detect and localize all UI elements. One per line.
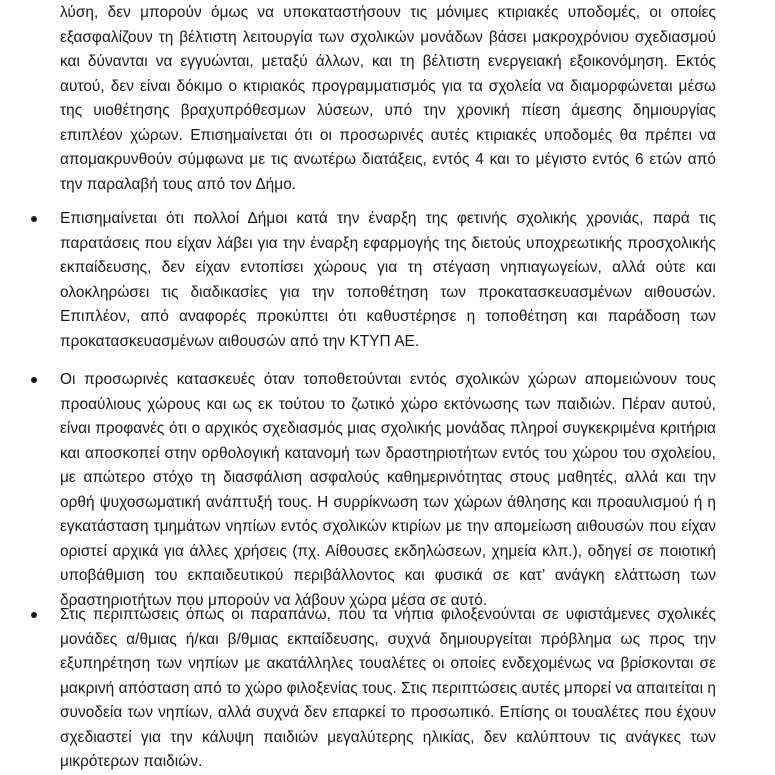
- bullet-icon: [31, 377, 37, 383]
- bullet-icon: [31, 612, 37, 618]
- bullet-text: Οι προσωρινές κατασκευές όταν τοποθετούνται εντός σχολικών χώρων απομειώνουν τους προαύλιους χώρους και ως εκ τούτου το ζωτικό χώρο εκτόνωσης των παιδιών. Πέραν αυτού, είναι προφανές ότι ο αρχικός σχεδιασμός μιας σχολικής μονάδας πληροί συγκεκριμένα κριτήρια και αποσκοπεί στην ορθολογική κατανομή των δραστηριοτήτων εντός του χώρου του σχολείου, με απώτερο στόχο τη διασφάλιση ασφαλούς καθημερινότητας στους μαθητές, αλλά και την ορθή ψυχοσωματική ανάπτυξή τους. Η συρρίκνωση των χώρων άθλησης και προαυλισμού ή η εγκατάσταση τμημάτων νηπίων εντός σχολικών κτιρίων με την απομείωση αιθουσών που είχαν οριστεί αρχικά για άλλες χρήσεις (πχ. Αίθουσες εκδηλώσεων, χημεία κλπ.), οδηγεί σε ποιοτική υποβάθμιση του εκπαιδευτικού περιβάλλοντος και φυσικά σε κατ’ ανάγκη ελάττωση των δραστηριοτήτων που μπορούν να λάβουν χώρα μέσα σε αυτό.: [60, 371, 716, 609]
- bullet-text: Επισημαίνεται ότι πολλοί Δήμοι κατά την έναρξη της φετινής σχολικής χρονιάς, παρά τις παρατάσεις που είχαν λάβει για την έναρξη εφαρμογής της διετούς υποχρεωτικής προσχολικής εκπαίδευσης, δεν είχαν εντοπίσει χώρους για τη στέγαση νηπιαγωγείων, αλλά ούτε και ολοκληρώσει τις διαδικασίες για την τοποθέτηση των προκατασκευασμένων αιθουσών. Επιπλέον, από αναφορές προκύπτει ότι καθυστέρησε η τοποθέτηση και παράδοση των προκατασκευασμένων αιθουσών από την ΚΤΥΠ ΑΕ.: [60, 210, 716, 350]
- intro-paragraph: λύση, δεν μπορούν όμως να υποκαταστήσουν τις μόνιμες κτιριακές υποδομές, οι οποίες εξασφαλίζουν τη βέλτιστη λειτουργία των σχολικών μονάδων βάσει μακροχρόνιου σχεδιασμού και δύνανται να εγγυώνται, μεταξύ άλλων, και τη βέλτιστη ενεργειακή εξοικονόμηση. Εκτός αυτού, δεν είναι δόκιμο ο κτιριακός προγραμματισμός για τα σχολεία να διαμορφώνεται μέσω της υιοθέτησης βραχυπρόθεσμων λύσεων, υπό την χρονική πίεση άμεσης δημιουργίας επιπλέον χώρων. Επισημαίνεται ότι οι προσωρινές αυτές κτιριακές υποδομές θα πρέπει να απομακρυνθούν σύμφωνα με τις ανωτέρω διατάξεις, εντός 4 και το μέγιστο εντός 6 ετών από την παραλαβή τους από τον Δήμο.: [60, 4, 716, 193]
- bullet-icon: [31, 216, 37, 222]
- bullet-text: Στις περιπτώσεις όπως οι παραπάνω, που τα νήπια φιλοξενούνται σε υφιστάμενες σχολικές μονάδες α/θμιας ή/και β/θμιας εκπαίδευσης, συχνά δημιουργείται πρόβλημα ως προς την εξυπηρέτηση των νηπίων με ακατάλληλες τουαλέτες οι οποίες ενδεχομένως να βρίσκονται σε μακρινή απόσταση από το χώρο φιλοξενίας τους. Στις περιπτώσεις αυτές μπορεί να απαιτείται η συνοδεία των νηπίων, αλλά συχνά δεν επαρκεί το προσωπικό. Επίσης οι τουαλέτες που έχουν σχεδιαστεί για την κάλυψη παιδιών μεγαλύτερης ηλικίας, δεν καλύπτουν τις ανάγκες των μικρότερων παιδιών.: [60, 606, 716, 770]
